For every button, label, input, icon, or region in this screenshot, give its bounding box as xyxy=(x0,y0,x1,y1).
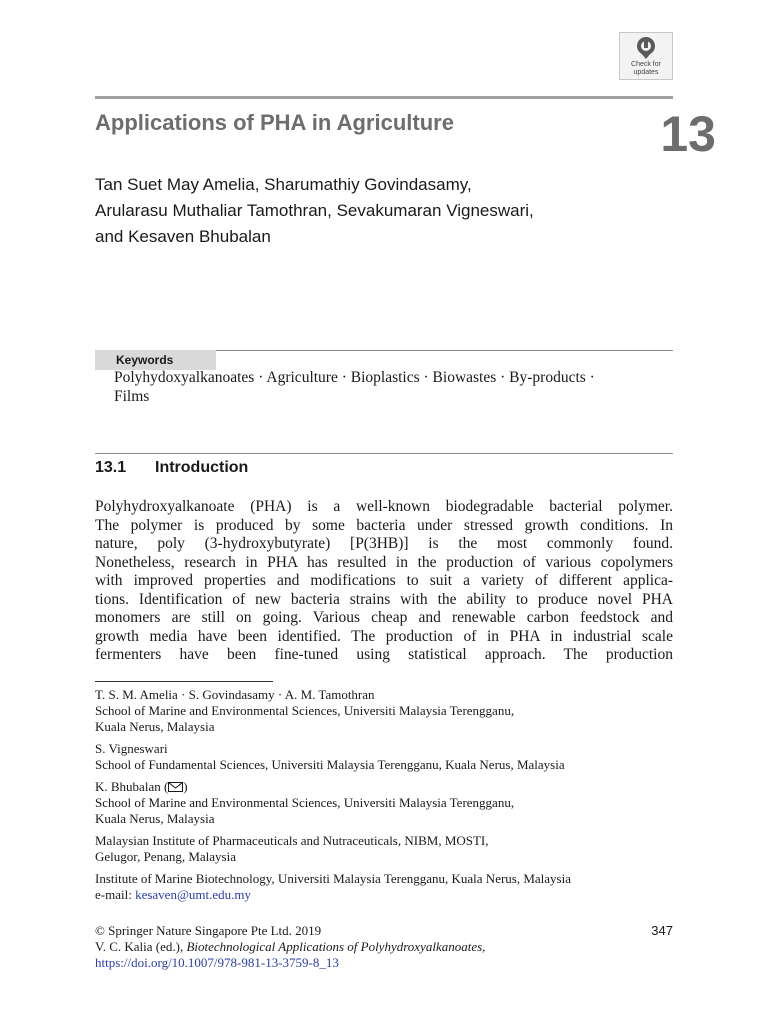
email-link[interactable]: kesaven@umt.edu.my xyxy=(135,887,252,902)
keywords-label: Keywords xyxy=(95,350,216,370)
badge-label-line2: updates xyxy=(633,69,659,76)
keywords-line: Polyhydoxyalkanoates · Agriculture · Bioplastics · Biowastes · By-products · xyxy=(114,369,595,386)
citation-line: V. C. Kalia (ed.), Biotechnological Applications of Polyhydroxyalkanoates, xyxy=(95,939,486,954)
affiliation-names: T. S. M. Amelia · S. Govindasamy · A. M. Tamothran xyxy=(95,687,375,702)
paragraph-line: tions. Identification of new bacteria strains with the ability to produce novel PHA xyxy=(95,590,673,608)
affiliation-line: School of Marine and Environmental Sciences, Universiti Malaysia Terengganu, xyxy=(95,703,515,718)
email-line: e-mail: kesaven@umt.edu.my xyxy=(95,887,252,902)
paragraph-line: monomers are still on going. Various cheap and renewable carbon feedstock and xyxy=(95,609,673,626)
section-heading xyxy=(95,459,248,477)
paragraph-line: fermenters have been fine-tuned using statistical approach. The production xyxy=(95,646,673,663)
keywords-line: Films xyxy=(114,388,150,405)
page-number: 347 xyxy=(651,923,673,938)
author-line: Arularasu Muthaliar Tamothran, Sevakumaran Vigneswari, xyxy=(95,201,534,220)
badge-label-line1: Check for xyxy=(631,61,661,68)
author-line: Tan Suet May Amelia, Sharumathiy Govindasamy, xyxy=(95,175,472,194)
paragraph-line: The polymer is produced by some bacteria under stressed growth conditions. In xyxy=(95,516,673,534)
affiliation-line: Kuala Nerus, Malaysia xyxy=(95,719,215,734)
paragraph-line: Polyhydroxyalkanoate (PHA) is a well-known biodegradable bacterial polymer. xyxy=(95,498,673,515)
affiliation-line: Kuala Nerus, Malaysia xyxy=(95,811,215,826)
check-for-updates-badge[interactable] xyxy=(619,32,673,80)
intro-paragraph xyxy=(95,498,673,665)
affiliation-line: Gelugor, Penang, Malaysia xyxy=(95,849,237,864)
chapter-title: Applications of PHA in Agriculture xyxy=(95,110,454,135)
envelope-icon[interactable] xyxy=(168,782,183,792)
paragraph-line: with improved properties and modifications to suit a variety of different applica- xyxy=(95,572,673,589)
copyright-block xyxy=(95,923,485,971)
author-list xyxy=(95,172,534,250)
header-rule xyxy=(95,96,673,99)
check-updates-icon xyxy=(635,36,657,60)
book-title: Biotechnological Applications of Polyhydroxyalkanoates xyxy=(186,939,483,954)
affiliation-block xyxy=(95,741,675,773)
doi-link[interactable]: https://doi.org/10.1007/978-981-13-3759-8_13 xyxy=(95,955,339,970)
affiliation-names: S. Vigneswari xyxy=(95,741,168,756)
affiliation-line: School of Marine and Environmental Sciences, Universiti Malaysia Terengganu, xyxy=(95,795,515,810)
author-line: and Kesaven Bhubalan xyxy=(95,227,271,246)
affiliation-block xyxy=(95,779,675,827)
affiliation-line: Malaysian Institute of Pharmaceuticals and Nutraceuticals, NIBM, MOSTI, xyxy=(95,833,489,848)
affiliation-line: School of Fundamental Sciences, Universiti Malaysia Terengganu, Kuala Nerus, Malaysia xyxy=(95,757,565,772)
keywords-text xyxy=(114,368,674,406)
affiliation-block xyxy=(95,687,675,735)
chapter-number: 13 xyxy=(660,106,716,162)
section-title: Introduction xyxy=(155,459,249,476)
paragraph-line: Nonetheless, research in PHA has resulted in the production of various copolymers xyxy=(95,553,673,571)
affiliation-block xyxy=(95,833,675,865)
footnote-rule xyxy=(95,681,273,682)
affiliation-line: Institute of Marine Biotechnology, Universiti Malaysia Terengganu, Kuala Nerus, Malaysia xyxy=(95,871,571,886)
section-number: 13.1 xyxy=(95,459,127,476)
copyright-line: © Springer Nature Singapore Pte Ltd. 2019 xyxy=(95,923,322,938)
paragraph-line: growth media have been identified. The production of in PHA in industrial scale xyxy=(95,627,673,645)
affiliation-block xyxy=(95,871,675,903)
paragraph-line: nature, poly (3-hydroxybutyrate) [P(3HB)] is the most commonly found. xyxy=(95,535,673,552)
affiliation-names: K. Bhubalan ( ) xyxy=(95,779,188,794)
section-rule xyxy=(95,453,673,454)
